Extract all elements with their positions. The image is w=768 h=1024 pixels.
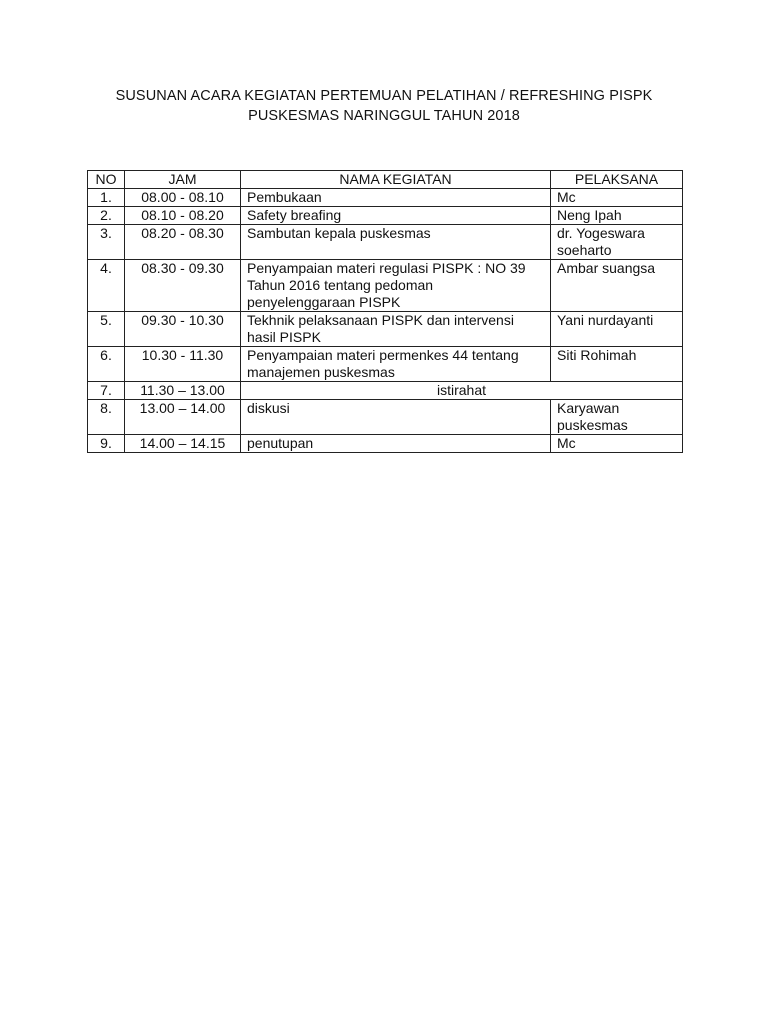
row-kegiatan: Sambutan kepala puskesmas: [241, 225, 551, 260]
row-kegiatan: Safety breafing: [241, 207, 551, 225]
row-kegiatan: diskusi: [241, 400, 551, 435]
header-pelaksana: PELAKSANA: [551, 171, 683, 189]
row-pelaksana: Karyawan puskesmas: [551, 400, 683, 435]
row-kegiatan: Tekhnik pelaksanaan PISPK dan intervensi hasil PISPK: [241, 312, 551, 347]
row-jam: 08.30 - 09.30: [125, 260, 241, 312]
row-pelaksana: Yani nurdayanti: [551, 312, 683, 347]
row-pelaksana: Ambar suangsa: [551, 260, 683, 312]
row-pelaksana: dr. Yogeswara soeharto: [551, 225, 683, 260]
row-jam: 08.10 - 08.20: [125, 207, 241, 225]
document-title: [0, 86, 768, 126]
header-jam: JAM: [125, 171, 241, 189]
row-kegiatan: Penyampaian materi regulasi PISPK : NO 39 Tahun 2016 tentang pedoman penyelenggaraan PISPK: [241, 260, 551, 312]
title-line-2: PUSKESMAS NARINGGUL TAHUN 2018: [248, 108, 520, 124]
row-kegiatan: Pembukaan: [241, 189, 551, 207]
table-row: [88, 435, 683, 453]
row-jam: 14.00 – 14.15: [125, 435, 241, 453]
row-no: 5.: [88, 312, 125, 347]
row-kegiatan: penutupan: [241, 435, 551, 453]
header-nama-kegiatan: NAMA KEGIATAN: [241, 171, 551, 189]
table-row: [88, 400, 683, 435]
row-pelaksana: Siti Rohimah: [551, 347, 683, 382]
table-row: [88, 312, 683, 347]
header-no: NO: [88, 171, 125, 189]
row-no: 8.: [88, 400, 125, 435]
row-no: 3.: [88, 225, 125, 260]
row-no: 4.: [88, 260, 125, 312]
row-jam: 11.30 – 13.00: [125, 382, 241, 400]
row-jam: 09.30 - 10.30: [125, 312, 241, 347]
row-jam: 13.00 – 14.00: [125, 400, 241, 435]
title-line-1: SUSUNAN ACARA KEGIATAN PERTEMUAN PELATIHAN / REFRESHING PISPK: [115, 88, 653, 104]
row-jam: 08.00 - 08.10: [125, 189, 241, 207]
table-row: [88, 225, 683, 260]
row-no: 9.: [88, 435, 125, 453]
row-no: 7.: [88, 382, 125, 400]
row-pelaksana: Mc: [551, 435, 683, 453]
table-row: [88, 260, 683, 312]
row-kegiatan: Penyampaian materi permenkes 44 tentang manajemen puskesmas: [241, 347, 551, 382]
table-row: [88, 207, 683, 225]
schedule-table: [87, 170, 683, 453]
row-no: 1.: [88, 189, 125, 207]
table-header-row: [88, 171, 683, 189]
row-jam: 08.20 - 08.30: [125, 225, 241, 260]
table-row: [88, 382, 683, 400]
row-no: 2.: [88, 207, 125, 225]
row-no: 6.: [88, 347, 125, 382]
row-pelaksana: Mc: [551, 189, 683, 207]
table-row: [88, 347, 683, 382]
table-row: [88, 189, 683, 207]
row-pelaksana: Neng Ipah: [551, 207, 683, 225]
row-jam: 10.30 - 11.30: [125, 347, 241, 382]
row-kegiatan-merged: istirahat: [241, 382, 683, 400]
